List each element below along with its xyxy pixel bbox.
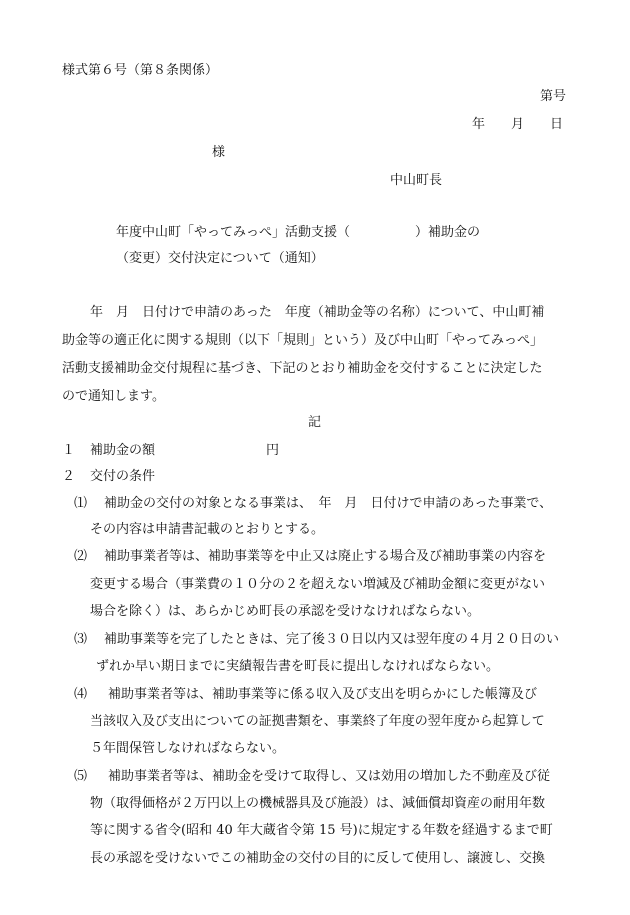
item1-label: 補助金の額 <box>90 443 156 458</box>
condition-line: 補助事業者等は、補助事業等に係る収入及び支出を明らかにした帳簿及び <box>108 687 538 702</box>
ki-heading: 記 <box>308 415 322 430</box>
item2-label: 交付の条件 <box>90 469 156 484</box>
form-label: 様式第６号（第８条関係） <box>62 63 219 78</box>
condition-marker: ⑸ <box>74 769 88 784</box>
body-line: 助金等の適正化に関する規則（以下「規則」という）及び中山町「やってみっぺ」 <box>62 333 544 348</box>
condition-line: 当該収入及び支出についての証拠書類を、事業終了年度の翌年度から起算して <box>90 714 545 729</box>
condition-marker: ⑴ <box>74 496 88 511</box>
condition-line: その内容は申請書記載のとおりとする。 <box>90 522 325 537</box>
condition-line: 長の承認を受けないでこの補助金の交付の目的に反して使用し、譲渡し、交換 <box>90 851 546 866</box>
condition-line: ずれか早い期日までに実績報告書を町長に提出しなければならない。 <box>96 659 500 674</box>
condition-marker: ⑶ <box>74 632 88 647</box>
condition-line: 補助事業者等は、補助金を受けて取得し、又は効用の増加した不動産及び従 <box>108 769 551 784</box>
condition-line: 物（取得価格が２万円以上の機械器具及び施設）は、減価償却資産の耐用年数 <box>90 796 546 811</box>
condition-line: 補助事業等を完了したときは、完了後３０日以内又は翌年度の４月２０日のい <box>104 632 560 647</box>
addressee-suffix: 様 <box>212 145 226 160</box>
item1-number: １ <box>62 443 76 458</box>
notice-title-line1: 年度中山町「やってみっぺ」活動支援（ ）補助金の <box>116 225 481 240</box>
body-line: ので通知します。 <box>62 389 165 404</box>
sender-name: 中山町長 <box>390 173 443 188</box>
body-line: 年 月 日付けで申請のあった 年度（補助金等の名称）について、中山町補 <box>90 305 545 320</box>
condition-line: 補助金の交付の対象となる事業は、 年 月 日付けで申請のあった事業で、 <box>104 496 553 511</box>
body-line: 活動支援補助金交付規程に基づき、下記のとおり補助金を交付することに決定した <box>62 361 543 376</box>
issue-date: 年 月 日 <box>472 117 564 132</box>
condition-marker: ⑷ <box>74 687 88 702</box>
condition-line: 等に関する省令(昭和 40 年大蔵省令第 15 号)に規定する年数を経過するまで町 <box>90 823 553 838</box>
condition-line: 補助事業者等は、補助事業等を中止又は廃止する場合及び補助事業の内容を <box>104 549 547 564</box>
notice-title-line2: （変更）交付決定について（通知） <box>116 251 324 266</box>
item2-number: ２ <box>62 469 76 484</box>
document-number: 第号 <box>540 89 567 104</box>
condition-line: 場合を除く）は、あらかじめ町長の承認を受けなければならない。 <box>90 604 481 619</box>
condition-line: ５年間保管しなければならない。 <box>90 741 286 756</box>
condition-line: 変更する場合（事業費の１０分の２を超えない増減及び補助金額に変更がない <box>90 577 546 592</box>
condition-marker: ⑵ <box>74 549 88 564</box>
item1-unit: 円 <box>266 443 280 458</box>
